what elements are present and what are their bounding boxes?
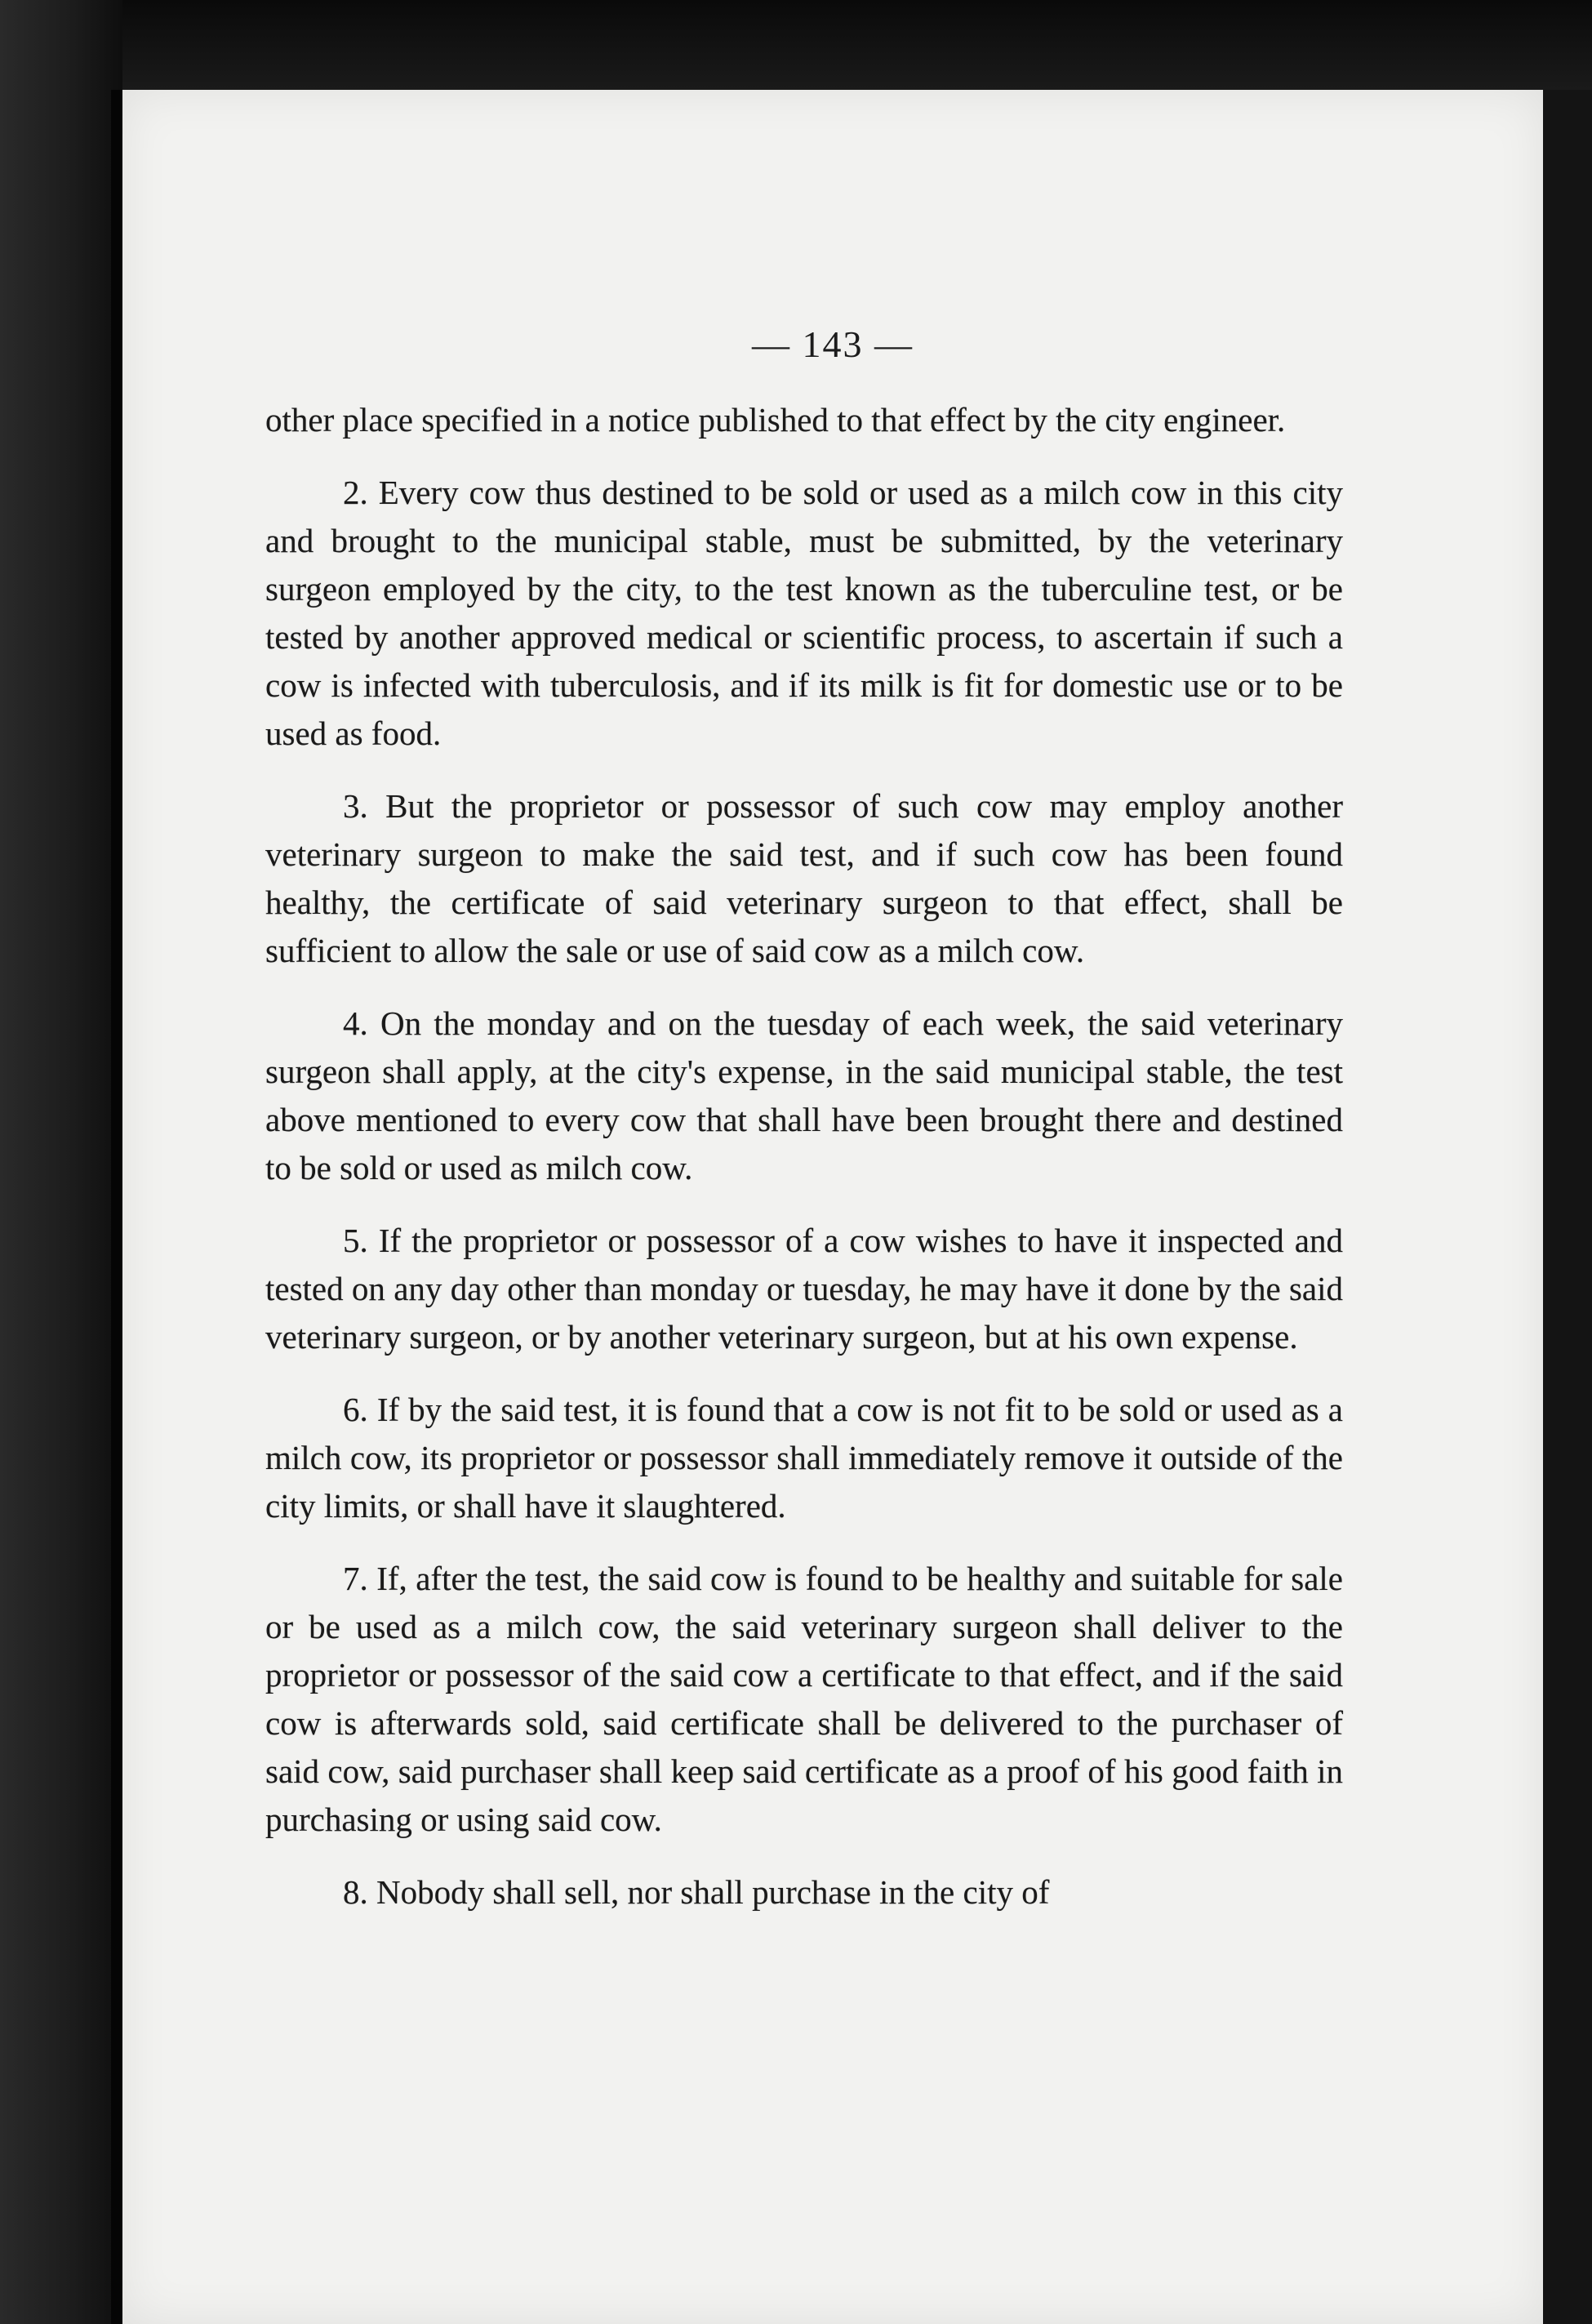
scan-top-border xyxy=(0,0,1592,90)
paragraph-text: If by the said test, it is found that a cow is not fit to be sold or used as a milch cow, its proprietor or possessor shall immediately remove it outside of the city limits, or shall have it slaughtered. xyxy=(265,1391,1343,1525)
paragraph-6 xyxy=(265,1386,1343,1530)
paragraph-text: Every cow thus destined to be sold or used as a milch cow in this city and brought to the municipal stable, must be submitted, by the veterinary surgeon employed by the city, to the test known as the tuberculine test, or be tested by another approved medical or scientific process, to ascertain if such a cow is infected with tuberculosis, and if its milk is fit for domestic use or to be used as food. xyxy=(265,474,1344,752)
paragraph-text: Nobody shall sell, nor shall purchase in the city of xyxy=(376,1873,1050,1911)
paragraph-number: 3. xyxy=(343,787,368,825)
paragraph-5 xyxy=(265,1217,1343,1361)
scan-left-border xyxy=(0,0,122,2324)
paragraph-continuation xyxy=(265,396,1343,444)
paragraph-2 xyxy=(265,469,1343,758)
paragraph-text: If, after the test, the said cow is found to be healthy and suitable for sale or be used as a milch cow, the said veterinary surgeon shall deliver to the proprietor or possessor of the said cow a certificate to that effect, and if the said cow is afterwards sold, said certificate shall be delivered to the purchaser of said cow, said purchaser shall keep said certificate as a proof of his good faith in purchasing or using said cow. xyxy=(265,1560,1344,1838)
page-number: — 143 — xyxy=(752,323,914,365)
paragraph-number: 2. xyxy=(343,474,368,511)
paragraph-text: If the proprietor or possessor of a cow wishes to have it inspected and tested on any day other than monday or tuesday, he may have it done by the said veterinary surgeon, or by another veterinary surgeon, but at his own expense. xyxy=(265,1222,1344,1356)
paragraph-number: 8. xyxy=(343,1873,368,1911)
paragraph-8 xyxy=(265,1868,1343,1917)
document-page xyxy=(122,90,1543,2324)
paragraph-text: On the monday and on the tuesday of each week, the said veterinary surgeon shall apply, at the city's expense, in the said municipal stable, the test above mentioned to every cow that shall have been brought there and destined to be sold or used as milch cow. xyxy=(265,1004,1344,1186)
paragraph-number: 5. xyxy=(343,1222,368,1259)
paragraph-4 xyxy=(265,999,1343,1192)
paragraph-3 xyxy=(265,782,1343,975)
body-text xyxy=(265,396,1343,1941)
paragraph-number: 7. xyxy=(343,1560,368,1597)
paragraph-text: other place specified in a notice published to that effect by the city engineer. xyxy=(265,401,1286,439)
paragraph-text: But the proprietor or possessor of such cow may employ another veterinary surgeon to make the said test, and if such cow has been found healthy, the certificate of said veterinary surgeon to that effect, shall be sufficient to allow the sale or use of said cow as a milch cow. xyxy=(265,787,1344,969)
paragraph-7 xyxy=(265,1555,1343,1844)
paragraph-number: 4. xyxy=(343,1004,368,1042)
paragraph-number: 6. xyxy=(343,1391,368,1428)
